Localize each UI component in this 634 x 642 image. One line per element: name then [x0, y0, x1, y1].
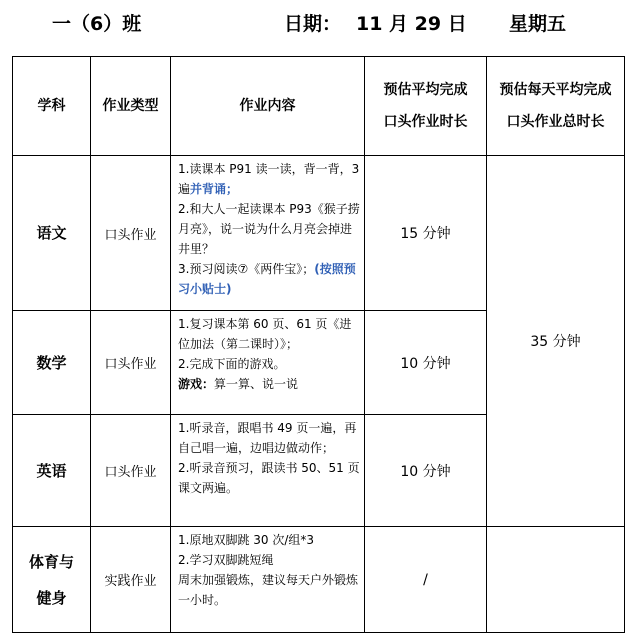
content-line: 2.学习双脚跳短绳: [178, 553, 274, 567]
subject-pe: [13, 527, 91, 633]
header-content: 作业内容: [171, 57, 365, 156]
date-value: 11 月 29 日: [356, 13, 467, 35]
content-line: 游戏：算一算、说一说: [178, 377, 299, 391]
content-line: 2.听录音预习，跟读书 50、51 页课文两遍。: [178, 461, 360, 495]
content-pe: [171, 527, 365, 633]
subject-english: 英语: [13, 415, 91, 527]
duration-pe: /: [365, 527, 487, 633]
subject-math: 数学: [13, 311, 91, 415]
content-line: 1.复习课本第 60 页、61 页《进位加法（第二课时）》；: [178, 317, 352, 351]
content-line: 1.听录音，跟唱书 49 页一遍，再自己唱一遍，边唱边做动作；: [178, 421, 357, 455]
duration-chinese: 15 分钟: [365, 156, 487, 311]
table-row: [13, 527, 625, 633]
type-math: 口头作业: [91, 311, 171, 415]
content-line: 1.读课本 P91 读一读，背一背，3 遍并背诵；: [178, 162, 360, 196]
empty-cell: [487, 527, 625, 633]
content-line: 3.预习阅读⑦《两件宝》；(按照预习小贴士): [178, 262, 356, 296]
content-line: 2.和大人一起读课本 P93《猴子捞月亮》，说一说为什么月亮会掉进井里？: [178, 202, 360, 256]
header-type: 作业类型: [91, 57, 171, 156]
homework-table: [12, 56, 625, 633]
header-subject: 学科: [13, 57, 91, 156]
weekday: 星期五: [509, 13, 567, 35]
content-math: [171, 311, 365, 415]
class-name: 一（6）班: [52, 13, 142, 35]
content-chinese: [171, 156, 365, 311]
subject-chinese: 语文: [13, 156, 91, 311]
header-daily-total-line1: 预估每天平均完成: [499, 82, 612, 98]
date-label: 日期：: [284, 13, 342, 35]
duration-english: 10 分钟: [365, 415, 487, 527]
header-daily-total: [487, 57, 625, 156]
type-chinese: 口头作业: [91, 156, 171, 311]
content-line: 周末加强锻炼，建议每天户外锻炼一小时。: [178, 573, 359, 607]
header-avg-time-line1: 预估平均完成: [383, 82, 468, 98]
type-english: 口头作业: [91, 415, 171, 527]
daily-total: 35 分钟: [487, 156, 625, 527]
page-header: [0, 9, 634, 41]
subject-pe-line2: 健身: [36, 588, 67, 607]
header-daily-total-line2: 口头作业总时长: [506, 114, 605, 130]
content-line: 1.原地双脚跳 30 次/组*3: [178, 533, 315, 547]
header-row: [13, 57, 625, 156]
content-english: [171, 415, 365, 527]
header-avg-time-line2: 口头作业时长: [383, 114, 468, 130]
duration-math: 10 分钟: [365, 311, 487, 415]
content-line: 2.完成下面的游戏。: [178, 357, 286, 371]
type-pe: 实践作业: [91, 527, 171, 633]
table-row: [13, 156, 625, 311]
subject-pe-line1: 体育与: [28, 552, 74, 571]
header-avg-time: [365, 57, 487, 156]
